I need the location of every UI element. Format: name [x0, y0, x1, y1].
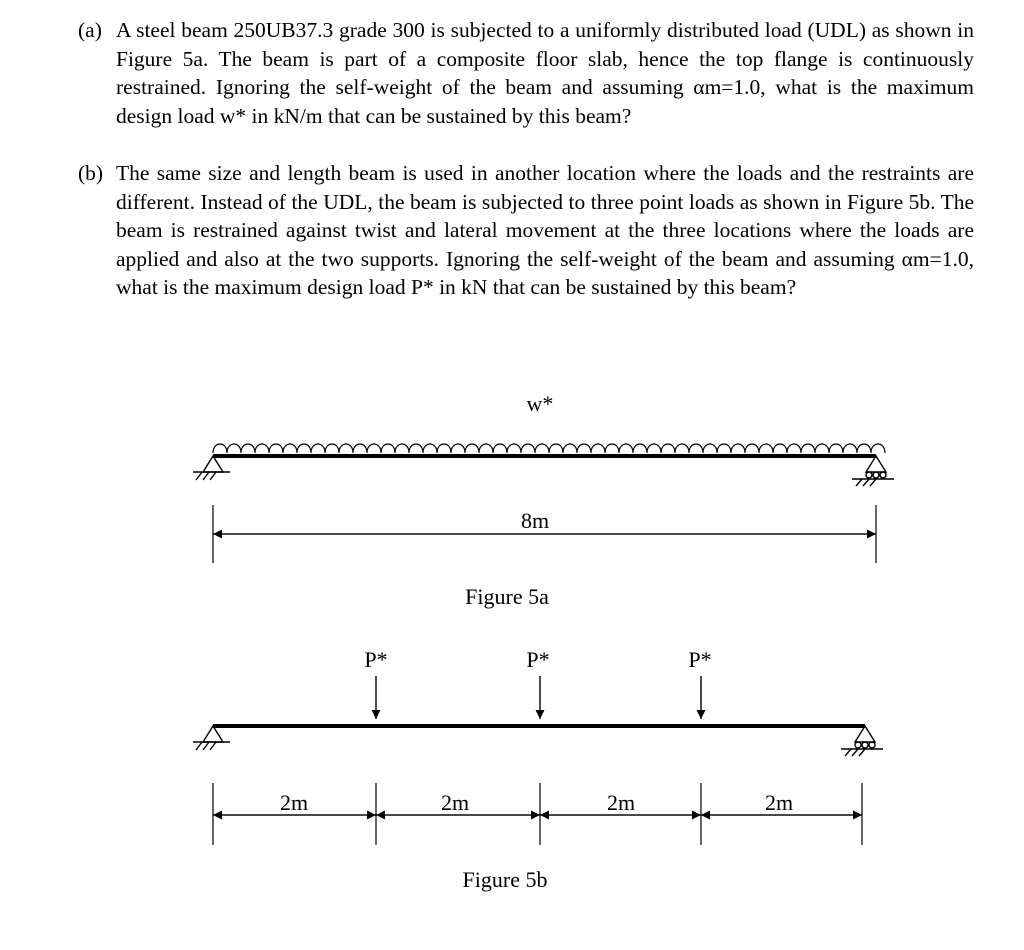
pin-support-left-5a [193, 456, 230, 480]
span-label-5b: 2m [606, 790, 636, 815]
udl-load [213, 444, 885, 453]
question-b-text: The same size and length beam is used in another location where the loads and the restraints are different. Instead of the UDL, the beam is subjected to three point loads as shown in Figure 5b. The beam is restrained against twist and lateral movement at the three locations where the loads are applied and also at the two supports. Ignoring the self-weight of the beam and assuming αm=1.0, what is the maximum design load P* in kN that can be sustained by this beam? [116, 161, 974, 299]
roller-support-right-5b [841, 726, 883, 756]
question-a-label: (a) [78, 18, 102, 42]
span-label-5a: 8m [520, 508, 550, 533]
udl-load-label: w* [526, 391, 554, 416]
span-label-5b: 2m [440, 790, 470, 815]
pin-support-left-5b [193, 726, 230, 750]
figure-5a [193, 391, 894, 609]
question-b-label: (b) [78, 161, 104, 185]
roller-support-right-5a [852, 456, 894, 486]
point-load-label: P* [526, 647, 550, 672]
figure-5b [193, 647, 883, 892]
question-a-text: A steel beam 250UB37.3 grade 300 is subjected to a uniformly distributed load (UDL) as shown in Figure 5a. The beam is part of a composite floor slab, hence the top flange is continuously restrained. Ignoring the self-weight of the beam and assuming αm=1.0, what is the maximum design load w* in kN/m that can be sustained by this beam? [116, 18, 974, 128]
span-label-5b: 2m [279, 790, 309, 815]
figure-5b-caption: Figure 5b [462, 867, 548, 892]
figure-5a-caption: Figure 5a [465, 584, 549, 609]
point-load-label: P* [688, 647, 712, 672]
point-load-label: P* [364, 647, 388, 672]
span-label-5b: 2m [764, 790, 794, 815]
